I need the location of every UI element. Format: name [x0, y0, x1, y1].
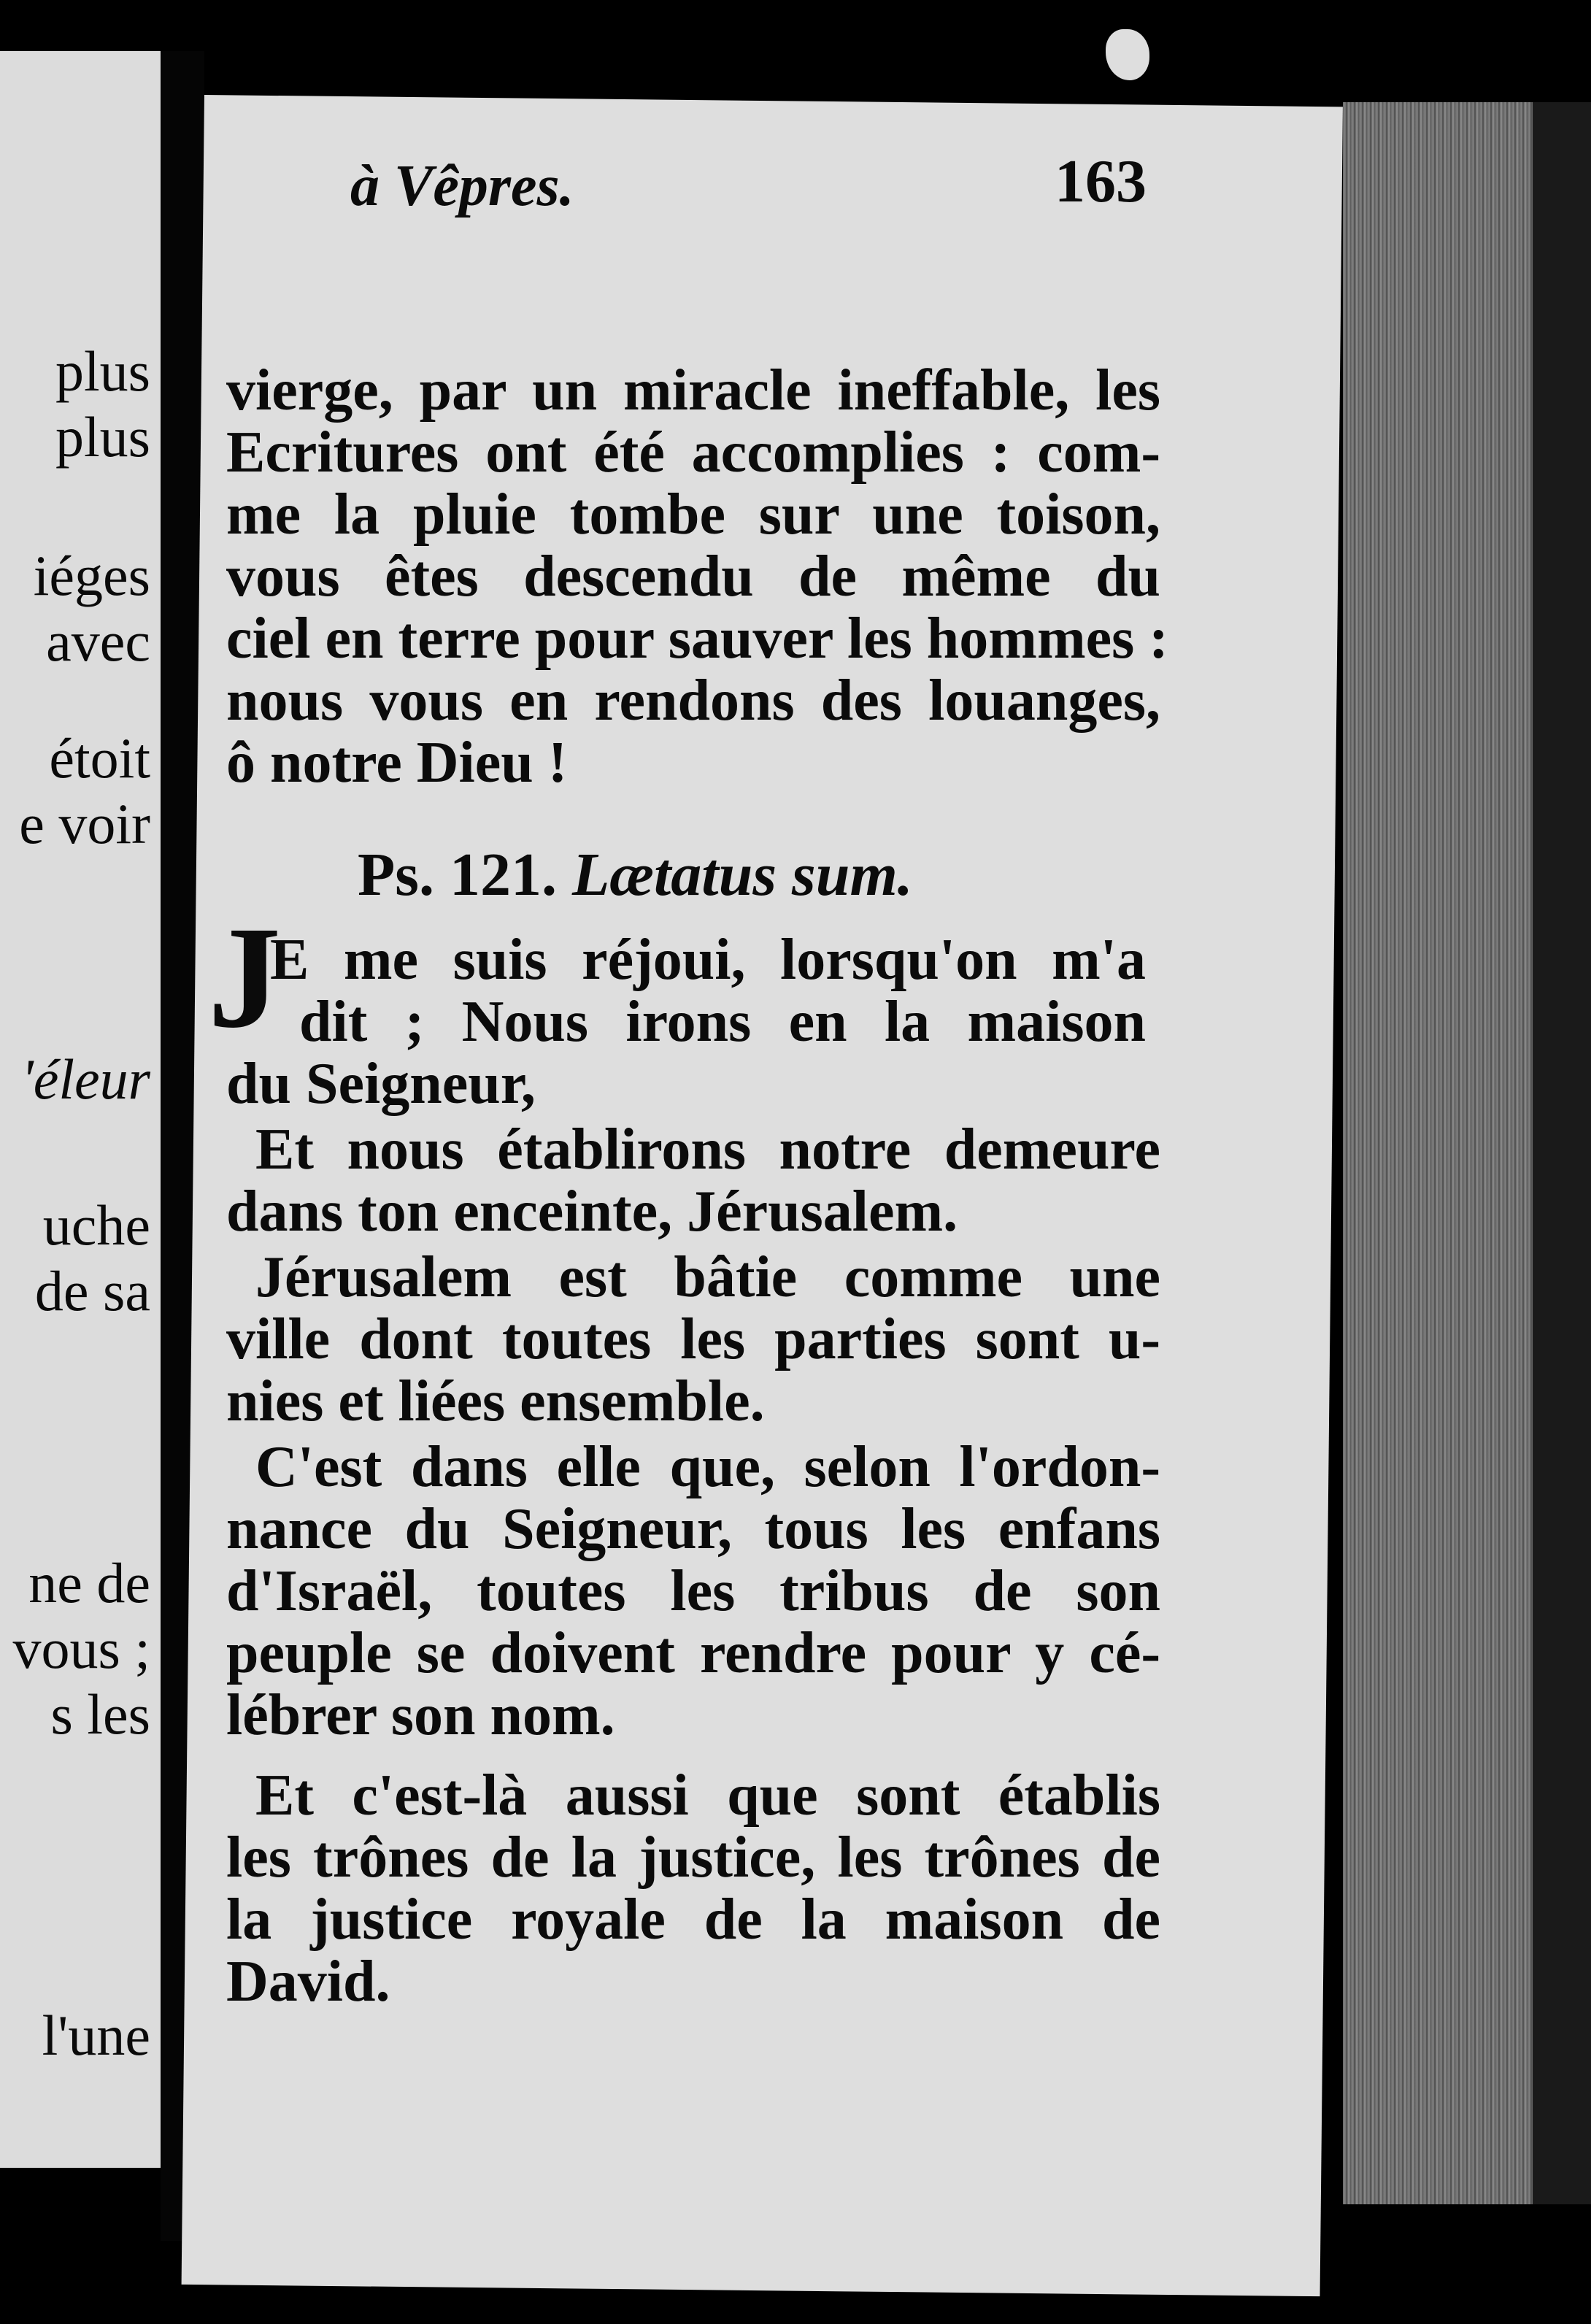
- left-fragment-line: ne de: [28, 1551, 150, 1615]
- left-fragment-line: vous ;: [12, 1617, 150, 1680]
- library-stamp-mark: [1106, 29, 1149, 80]
- text-line: E me suis réjoui, lorsqu'on m'a: [270, 928, 1146, 992]
- text-line: nous vous en rendons des louanges,: [226, 669, 1160, 733]
- text-line: vous êtes descendu de même du: [226, 545, 1160, 609]
- left-fragment-line: 'éleur: [21, 1047, 150, 1111]
- left-fragment-line: étoit: [49, 726, 150, 790]
- left-fragment-line: plus: [55, 339, 150, 403]
- page-number: 163: [1055, 147, 1147, 215]
- text-line: les trônes de la justice, les trônes de: [226, 1825, 1160, 1890]
- left-fragment-line: uche: [42, 1193, 150, 1257]
- running-head: à Vêpres.: [350, 154, 574, 218]
- left-fragment-line: iéges: [33, 544, 150, 607]
- text-line: dans ton enceinte, Jérusalem.: [226, 1180, 958, 1244]
- text-line: lébrer son nom.: [226, 1683, 615, 1747]
- psalm-title: Lætatus sum.: [572, 841, 913, 909]
- text-line: ville dont toutes les parties sont u-: [226, 1307, 1160, 1371]
- text-line: nies et liées ensemble.: [226, 1369, 765, 1434]
- left-fragment-line: plus: [55, 405, 150, 469]
- left-fragment-line: e voir: [19, 792, 150, 855]
- text-line: Ecritures ont été accomplies : com-: [226, 420, 1160, 485]
- left-fragment-line: de sa: [34, 1259, 150, 1323]
- text-line: Et c'est-là aussi que sont établis: [255, 1763, 1160, 1828]
- psalm-number: Ps. 121.: [358, 841, 557, 909]
- previous-page-fragment: [0, 51, 161, 2168]
- text-line: dit ; Nous irons en la maison: [299, 990, 1146, 1054]
- text-line: me la pluie tombe sur une toison,: [226, 482, 1160, 547]
- page-edge-shadow: [1533, 102, 1591, 2204]
- text-line: ô notre Dieu !: [226, 731, 568, 795]
- text-line: nance du Seigneur, tous les enfans: [226, 1497, 1160, 1561]
- text-line: du Seigneur,: [226, 1052, 536, 1116]
- text-line: vierge, par un miracle ineffable, les: [226, 358, 1160, 423]
- text-line: d'Israël, toutes les tribus de son: [226, 1559, 1160, 1623]
- left-fragment-line: l'une: [42, 2004, 150, 2067]
- drop-cap: J: [208, 897, 281, 1058]
- text-line: ciel en terre pour sauver les hommes :: [226, 607, 1168, 671]
- left-fragment-line: avec: [46, 609, 150, 673]
- psalm-heading: [358, 839, 913, 910]
- text-line: C'est dans elle que, selon l'ordon-: [255, 1435, 1160, 1499]
- text-line: peuple se doivent rendre pour y cé-: [226, 1621, 1160, 1685]
- left-fragment-line: s les: [50, 1682, 150, 1746]
- text-line: David.: [226, 1950, 390, 2014]
- text-line: Et nous établirons notre demeure: [255, 1117, 1160, 1182]
- text-line: Jérusalem est bâtie comme une: [255, 1245, 1160, 1309]
- text-line: la justice royale de la maison de: [226, 1888, 1160, 1952]
